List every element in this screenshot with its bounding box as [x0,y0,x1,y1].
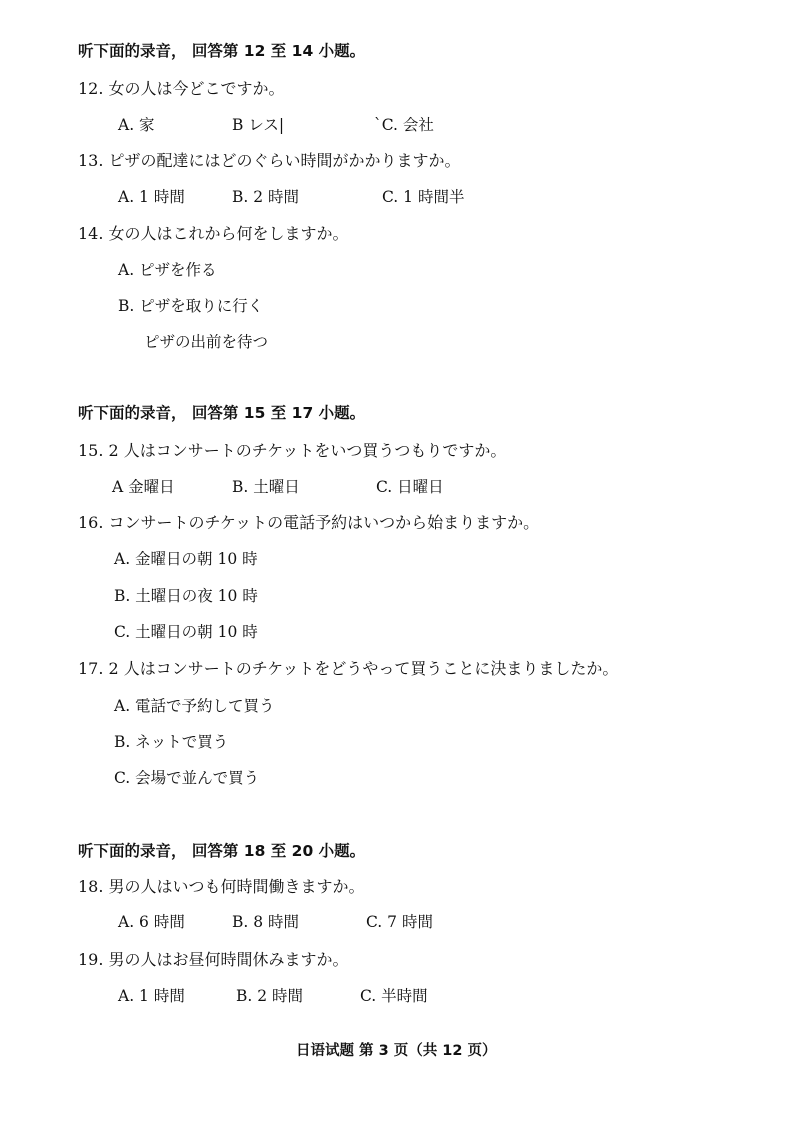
question-19: 19. 男の人はお昼何時間休みますか。 [78,950,349,969]
option-17-b: B. ネットで買う [114,733,229,751]
option-17-a: A. 電話で予約して買う [114,697,275,715]
option-18-a: A. 6 時間 [118,913,185,931]
option-19-c: C. 半時間 [360,987,428,1005]
option-13-b: B. 2 時間 [232,188,300,206]
option-17-c: C. 会場で並んで買う [114,769,260,787]
option-14-c: ピザの出前を待つ [144,333,269,351]
option-12-c: `C. 会社 [374,116,434,134]
question-13: 13. ピザの配達にはどのぐらい時間がかかりますか。 [78,151,461,170]
question-12: 12. 女の人は今どこですか。 [78,79,285,98]
option-12-b: B レス| [232,116,285,134]
question-15: 15. 2 人はコンサートのチケットをいつ買うつもりですか。 [78,441,507,460]
option-15-a: A 金曜日 [112,478,175,496]
option-18-b: B. 8 時間 [232,913,300,931]
option-13-c: C. 1 時間半 [382,188,465,206]
option-16-b: B. 土曜日の夜 10 時 [114,587,258,605]
option-15-b: B. 土曜日 [232,478,300,496]
option-19-a: A. 1 時間 [118,987,185,1005]
option-13-a: A. 1 時間 [118,188,185,206]
section-heading-15-17: 听下面的录音， 回答第 15 至 17 小题。 [78,404,366,422]
option-15-c: C. 日曜日 [376,478,444,496]
option-14-b: B. ピザを取りに行く [118,297,264,315]
option-12-a: A. 家 [118,116,155,134]
section-heading-18-20: 听下面的录音， 回答第 18 至 20 小题。 [78,842,366,860]
option-18-c: C. 7 時間 [366,913,433,931]
page-footer: 日语试题 第 3 页（共 12 页） [296,1043,497,1059]
option-16-c: C. 土曜日の朝 10 時 [114,623,258,641]
question-16: 16. コンサートのチケットの電話予約はいつから始まりますか。 [78,513,540,532]
option-19-b: B. 2 時間 [236,987,304,1005]
question-17: 17. 2 人はコンサートのチケットをどうやって買うことに決まりましたか。 [78,659,619,678]
section-heading-12-14: 听下面的录音， 回答第 12 至 14 小题。 [78,42,366,60]
question-18: 18. 男の人はいつも何時間働きますか。 [78,877,365,896]
question-14: 14. 女の人はこれから何をしますか。 [78,224,349,243]
option-14-a: A. ピザを作る [118,261,217,279]
option-16-a: A. 金曜日の朝 10 時 [114,550,258,568]
